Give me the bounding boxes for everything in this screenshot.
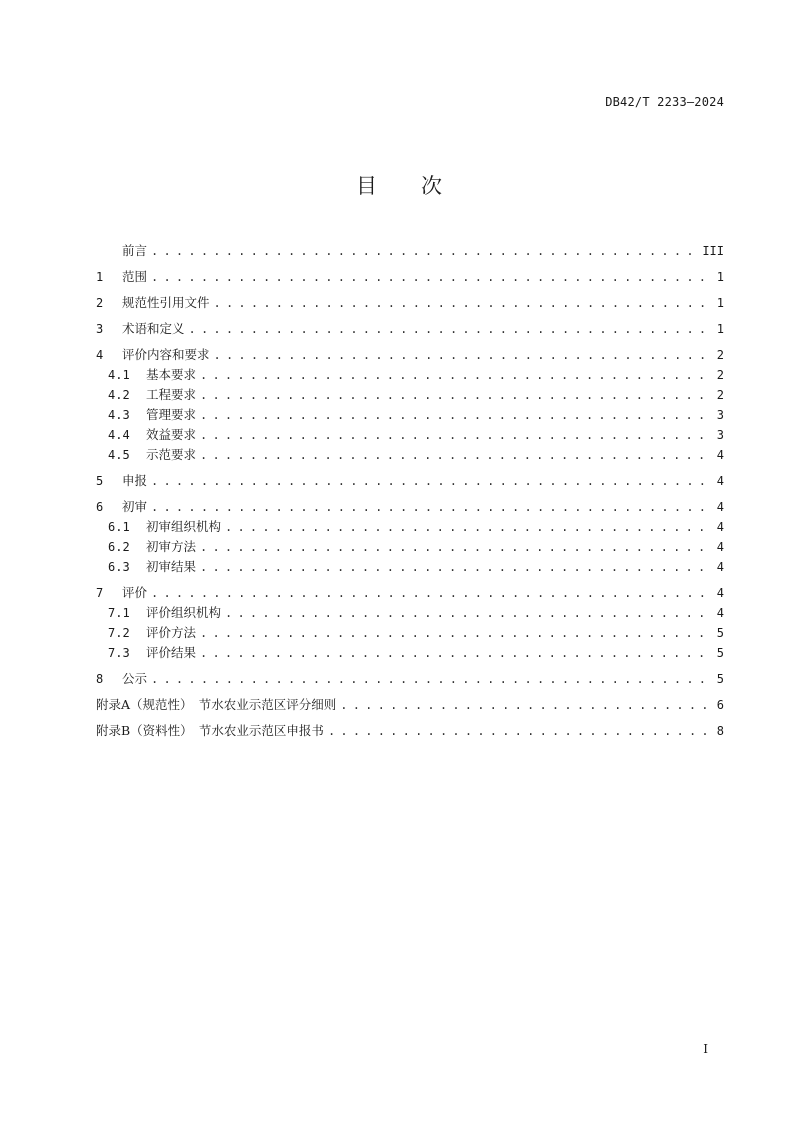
toc-entry[interactable]	[96, 669, 724, 689]
toc-entry[interactable]	[96, 497, 724, 517]
toc-entry-page: 2	[716, 348, 724, 362]
toc-entry[interactable]	[96, 319, 724, 339]
toc-entry-label: 示范要求	[146, 447, 197, 462]
toc-entry-number: 6.3	[108, 560, 130, 574]
toc-dot-leader	[151, 267, 713, 287]
toc-entry-label: 评价	[122, 585, 148, 600]
toc-dot-leader	[200, 365, 713, 385]
toc-entry[interactable]	[96, 241, 724, 261]
page-number: I	[703, 1042, 708, 1056]
toc-entry-page: 5	[716, 646, 724, 660]
toc-entry-number: 7.3	[108, 646, 130, 660]
toc-entry-label: 评价方法	[146, 625, 197, 640]
toc-entry-number: 4.2	[108, 388, 130, 402]
toc-entry-label: 效益要求	[146, 427, 197, 442]
toc-entry-label: 规范性引用文件	[122, 295, 210, 310]
toc-entry-page: 1	[716, 322, 724, 336]
toc-entry-page: 2	[716, 368, 724, 382]
toc-dot-leader	[151, 583, 713, 603]
toc-entry[interactable]	[96, 345, 724, 365]
toc-entry[interactable]	[96, 293, 724, 313]
toc-dot-leader	[200, 537, 713, 557]
toc-entry-label: 工程要求	[146, 387, 197, 402]
toc-entry-page: 8	[716, 724, 724, 738]
toc-entry[interactable]	[96, 365, 724, 385]
toc-entry-number: 6	[96, 500, 104, 514]
toc-entry[interactable]	[96, 643, 724, 663]
toc-entry-number: 4	[96, 348, 104, 362]
toc-entry-label: 公示	[122, 671, 148, 686]
toc-entry-number: 5	[96, 474, 104, 488]
toc-entry[interactable]	[96, 695, 724, 715]
toc-entry-label: 申报	[122, 473, 148, 488]
toc-entry-number: 4.1	[108, 368, 130, 382]
toc-entry-page: III	[702, 244, 724, 258]
toc-entry-label: 术语和定义	[122, 321, 185, 336]
toc-entry[interactable]	[96, 385, 724, 405]
toc-entry[interactable]	[96, 517, 724, 537]
toc-entry[interactable]	[96, 471, 724, 491]
toc-entry-label: 范围	[122, 269, 148, 284]
table-of-contents	[96, 241, 724, 741]
toc-entry[interactable]	[96, 557, 724, 577]
toc-dot-leader	[214, 293, 713, 313]
toc-entry[interactable]	[96, 721, 724, 741]
toc-entry-page: 3	[716, 428, 724, 442]
toc-dot-leader	[151, 241, 698, 261]
toc-entry-label: 初审	[122, 499, 148, 514]
toc-entry-page: 4	[716, 520, 724, 534]
toc-entry-page: 4	[716, 500, 724, 514]
toc-dot-leader	[200, 405, 713, 425]
toc-entry-number: 1	[96, 270, 104, 284]
toc-dot-leader	[225, 517, 713, 537]
toc-entry[interactable]	[96, 537, 724, 557]
title-char-1: 目	[356, 174, 379, 198]
toc-entry[interactable]	[96, 445, 724, 465]
toc-entry-number: 6.2	[108, 540, 130, 554]
toc-entry-page: 4	[716, 586, 724, 600]
toc-entry[interactable]	[96, 405, 724, 425]
toc-entry-number: 8	[96, 672, 104, 686]
toc-entry-page: 5	[716, 672, 724, 686]
toc-dot-leader	[189, 319, 713, 339]
toc-entry-label: 初审方法	[146, 539, 197, 554]
toc-entry-number: 7.2	[108, 626, 130, 640]
toc-entry-page: 1	[716, 270, 724, 284]
toc-entry-page: 4	[716, 560, 724, 574]
toc-entry[interactable]	[96, 583, 724, 603]
toc-dot-leader	[151, 669, 713, 689]
toc-dot-leader	[328, 721, 713, 741]
toc-entry-number: 7	[96, 586, 104, 600]
toc-entry-number: 7.1	[108, 606, 130, 620]
toc-entry-label: 评价内容和要求	[122, 347, 210, 362]
toc-dot-leader	[200, 425, 713, 445]
toc-dot-leader	[151, 497, 713, 517]
toc-entry-label: 初审结果	[146, 559, 197, 574]
toc-entry[interactable]	[96, 623, 724, 643]
toc-entry-page: 4	[716, 474, 724, 488]
toc-entry-page: 3	[716, 408, 724, 422]
toc-entry-page: 5	[716, 626, 724, 640]
toc-entry-label: 管理要求	[146, 407, 197, 422]
toc-entry-number: 4.4	[108, 428, 130, 442]
toc-entry[interactable]	[96, 603, 724, 623]
toc-entry-label: 附录B（资料性） 节水农业示范区申报书	[96, 723, 324, 738]
toc-entry[interactable]	[96, 425, 724, 445]
toc-entry-number: 2	[96, 296, 104, 310]
toc-dot-leader	[200, 643, 713, 663]
toc-entry-label: 前言	[122, 243, 148, 258]
document-code: DB42/T 2233—2024	[605, 95, 724, 109]
toc-entry-page: 6	[716, 698, 724, 712]
toc-entry-label: 附录A（规范性） 节水农业示范区评分细则	[96, 697, 337, 712]
toc-dot-leader	[225, 603, 713, 623]
toc-dot-leader	[214, 345, 713, 365]
toc-entry-number: 3	[96, 322, 104, 336]
toc-entry-page: 4	[716, 606, 724, 620]
toc-entry-page: 4	[716, 448, 724, 462]
toc-entry-number: 4.5	[108, 448, 130, 462]
title-char-2: 次	[421, 174, 444, 198]
toc-dot-leader	[200, 557, 713, 577]
toc-entry-label: 初审组织机构	[146, 519, 222, 534]
toc-entry[interactable]	[96, 267, 724, 287]
toc-entry-number: 4.3	[108, 408, 130, 422]
toc-dot-leader	[200, 623, 713, 643]
page-title	[0, 170, 800, 200]
toc-entry-page: 4	[716, 540, 724, 554]
toc-dot-leader	[200, 385, 713, 405]
toc-entry-label: 评价结果	[146, 645, 197, 660]
toc-entry-label: 基本要求	[146, 367, 197, 382]
toc-entry-page: 1	[716, 296, 724, 310]
toc-dot-leader	[340, 695, 712, 715]
toc-dot-leader	[200, 445, 713, 465]
toc-entry-page: 2	[716, 388, 724, 402]
toc-entry-label: 评价组织机构	[146, 605, 222, 620]
toc-entry-number: 6.1	[108, 520, 130, 534]
toc-dot-leader	[151, 471, 713, 491]
